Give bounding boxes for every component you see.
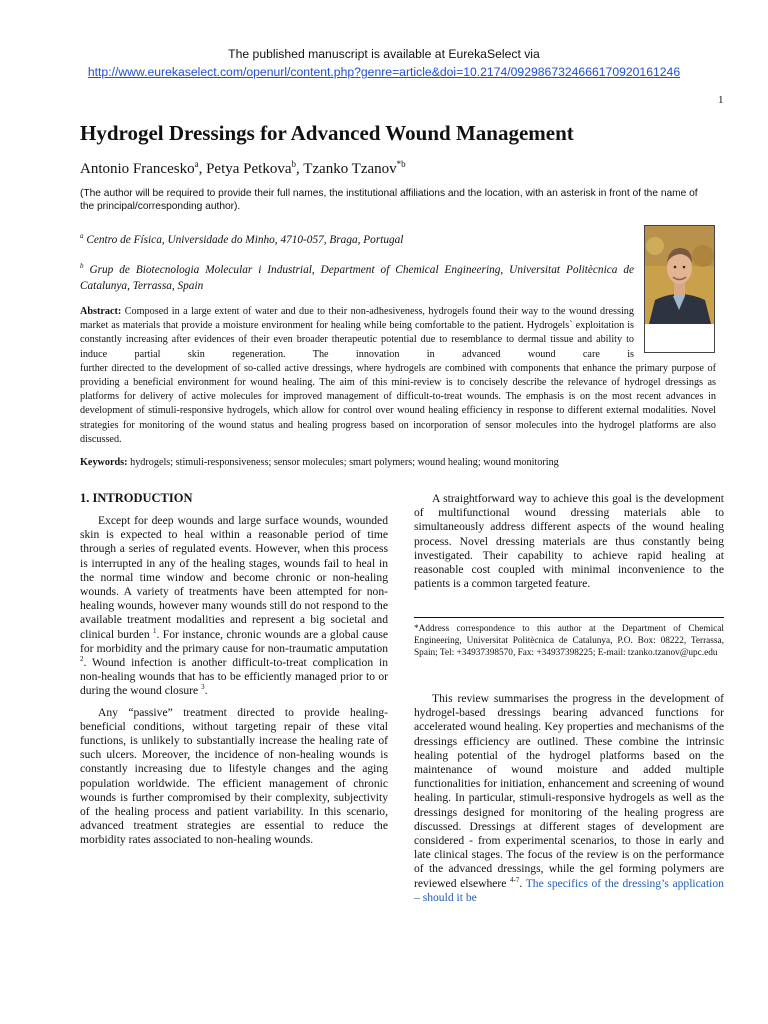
affiliation-mark: b (80, 262, 84, 270)
page-number: 1 (718, 94, 724, 106)
author-name: Antonio Francesko (80, 161, 195, 177)
affiliation-text: Grup de Biotecnologia Molecular i Industrial, Department of Chemical Engineering, Universitat Politècnica de Catalunya, Terrassa, Spain (80, 263, 634, 292)
keywords-list: hydrogels; stimuli-responsiveness; sensor molecules; smart polymers; wound healing; wound monitoring (130, 457, 559, 468)
availability-banner (0, 45, 768, 81)
author-affiliation-mark: b (291, 159, 296, 169)
keywords-label: Keywords: (80, 457, 128, 468)
keywords (80, 456, 716, 470)
reference-mark: 4-7 (510, 875, 520, 884)
intro-paragraph-1 (80, 514, 388, 699)
highlighted-text: The specifics of the dressing’s application – should it be (414, 876, 724, 904)
abstract-body: further directed to the development of so-called active dressings, where hydrogels are combined with components that enhance the primary purpose of providing a beneficial environment for wound healing. The aim of this mini-review is to concisely describe the relevance of hydrogel dressings as platforms for delivery of active molecules for improved management of difficult-to-treat wounds. The emphasis is on the most recent advances in development of stimuli-responsive hydrogels, which allow for control over wound healing efficiency in response to different external modalities. Novel strategies for monitoring of the wound status and healing progress based on incorporation of sensor molecules into the hydrogel platforms are also discussed. (80, 362, 716, 445)
abstract-line: patient. Hydrogels` exploitation is constantly increasing after evidences of their even broader therapeutic potential due to (80, 320, 635, 346)
abstract-line: wound dressing market as materials that provide a moisture environment for healing while being comfortable to the (80, 306, 634, 332)
author-list (80, 154, 720, 179)
abstract-label: Abstract: (80, 306, 122, 317)
abstract-line: resemblance to dermal tissue and ability to induce partial skin regeneration. The innovation in advanced wound care is (80, 334, 634, 360)
intro-paragraph-4 (414, 692, 724, 905)
abstract-line: Composed in a large extent of water and due to their non-adhesiveness, hydrogels found their way to the (124, 306, 566, 317)
right-column-bottom (414, 692, 724, 905)
reference-mark: 1 (153, 626, 157, 635)
author-affiliation-mark: *b (396, 159, 406, 169)
affiliation-b (80, 258, 634, 294)
left-column (80, 514, 388, 848)
intro-paragraph-2: Any “passive” treatment directed to provide healing-beneficial conditions, without targeting repair of these vital functions, is unlikely to substantially increase the healing rate of such ulcers. Moreover, the incidence of non-healing wounds is constantly increasing due to lifestyle changes and the aging population worldwide. The efficient management of chronic wounds is further compromised by their complexity, subjectivity of the healing process and patient variability. In this scenario, advanced treatment strategies are essential to reduce the morbidity rates associated to non-healing wounds. (80, 705, 388, 847)
banner-text: The published manuscript is available at EurekaSelect via (228, 47, 540, 61)
correspondence-footnote: *Address correspondence to this author at the Department of Chemical Engineering, Universitat Politècnica de Catalunya, P.O. Box: 08222, Terrassa, Spain; Tel: +34937398570, Fax: +34937398225; E-mail: tzanko.tzanov@upc.edu (414, 624, 724, 658)
banner-link[interactable]: http://www.eurekaselect.com/openurl/content.php?genre=article&doi=10.2174/0929867324666170920161246 (87, 65, 681, 79)
author-photo (645, 226, 714, 324)
author-separator: , (295, 161, 304, 177)
author-instruction-note: (The author will be required to provide their full names, the institutional affiliations and the location, with an asterisk in front of the name of the principal/corresponding author). (80, 188, 698, 212)
affiliation-text: Centro de Física, Universidade do Minho, 4710-057, Braga, Portugal (86, 233, 404, 246)
paragraph-text: . Wound infection is another difficult-to-treat complication in non-healing wounds that has to be efficiently managed prior to or during the wound closure (80, 656, 388, 698)
author-name: Petya Petkova (206, 161, 292, 177)
author-name: Tzanko Tzanov (303, 161, 397, 177)
paragraph-text: This review summarises the progress in the development of hydrogel-based dressings bearing advanced functions for accelerated wound healing. Key properties and mechanisms of the dressings efficiency are outlined. These combine the intrinsic healing potential of the hydrogel platforms based on the maintenance of wound moisture and added multiple functionalities for initiation, enhancement and screening of wound healing. In particular, stimuli-responsive hydrogels as well as the dressings designed for monitoring of the healing progress are discussed. Dressings at different stages of development are considered - from experimental scenarios, to those in early and late clinical stages. The focus of the review is on the performance of the advanced dressings, while the gel forming polymers are reviewed elsewhere (414, 692, 724, 890)
right-column-top (414, 492, 724, 591)
reference-mark: 2 (80, 655, 84, 664)
paragraph-text: Except for deep wounds and large surface wounds, wounded skin is expected to heal within a reasonable period of time through a series of regulated events. However, when this process is interrupted in any of the healing stages, wounds fail to heal in the normal time window and become chronic or non-healing wounds. A variety of treatments have been attempted for non-healing wounds, however many wounds still do not respond to the available treatment modalities and represent a big societal and clinical burden (80, 514, 388, 641)
footnote-divider (414, 617, 724, 618)
paper-title: Hydrogel Dressings for Advanced Wound Management (80, 121, 574, 145)
paragraph-text: . (204, 684, 208, 698)
intro-paragraph-3: A straightforward way to achieve this goal is the development of multifunctional wound dressing materials able to simultaneously address different aspects of the wound healing process. Novel dressing materials are thus constantly being investigated. Their capability to achieve rapid healing at reasonable cost coupled with minimal inconvenience to the patients is a common targeted feature. (414, 492, 724, 591)
affiliation-a (80, 228, 640, 248)
reference-mark: 3 (201, 683, 205, 692)
abstract-opening (80, 305, 634, 362)
affiliation-mark: a (80, 232, 84, 240)
author-separator: , (198, 161, 207, 177)
paragraph-text: . For instance, chronic wounds are a global cause for morbidity and the primary cause for non-traumatic amputation (80, 627, 388, 655)
section-heading-introduction: 1. INTRODUCTION (80, 491, 193, 505)
author-affiliation-mark: a (194, 159, 199, 169)
author-photo-frame (644, 225, 715, 353)
paragraph-text: . (519, 876, 523, 890)
